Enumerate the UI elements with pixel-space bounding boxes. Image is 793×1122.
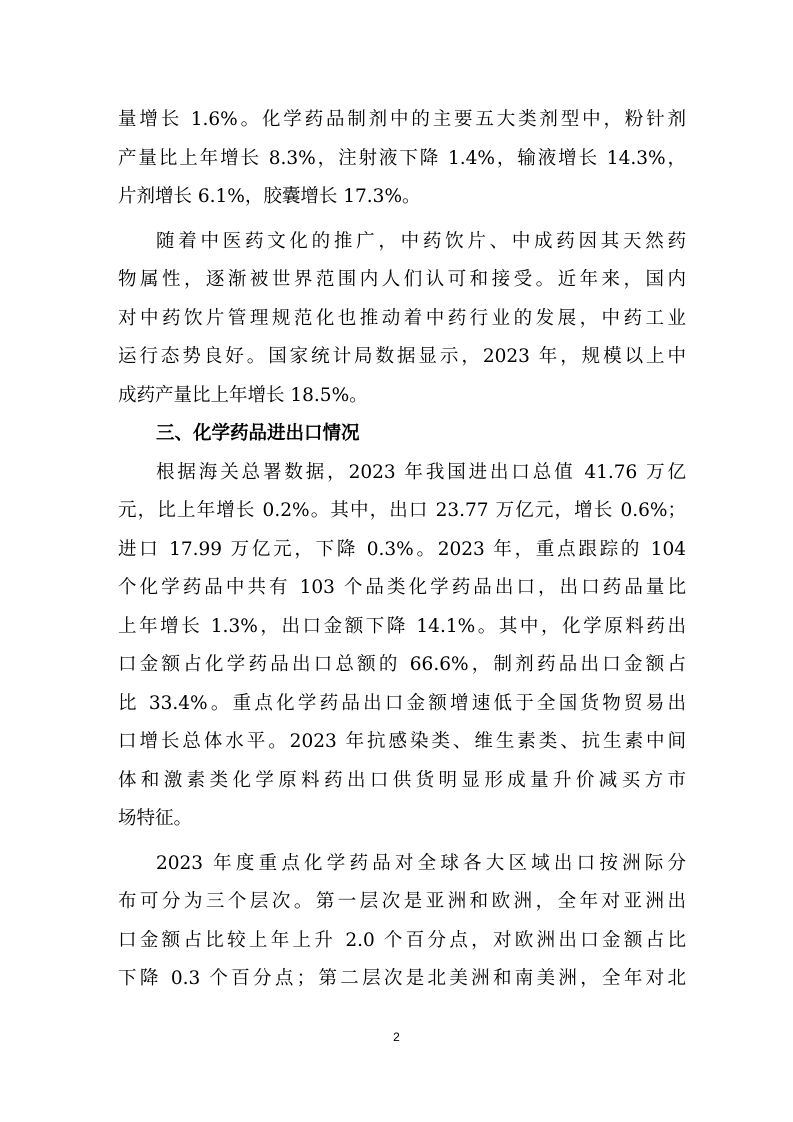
text-line: 产量比上年增长 8.3%，注射液下降 1.4%，输液增长 14.3%， — [118, 147, 686, 169]
text-line: 运行态势良好。国家统计局数据显示，2023 年，规模以上中 — [118, 346, 686, 367]
page-number: 2 — [393, 1030, 400, 1044]
text-line: 下降 0.3 个百分点；第二层次是北美洲和南美洲，全年对北 — [118, 968, 686, 989]
text-line: 布可分为三个层次。第一层次是亚洲和欧洲，全年对亚洲出 — [118, 891, 686, 912]
text-line: 片剂增长 6.1%，胶囊增长 17.3%。 — [118, 186, 421, 207]
text-line: 对中药饮片管理规范化也推动着中药行业的发展，中药工业 — [118, 307, 686, 329]
text-line: 成药产量比上年增长 18.5%。 — [118, 384, 368, 406]
text-line: 进口 17.99 万亿元，下降 0.3%。2023 年，重点跟踪的 104 — [118, 538, 686, 560]
document-body — [118, 101, 686, 999]
text-line: 口金额占比较上年上升 2.0 个百分点，对欧洲出口金额占比 — [118, 929, 686, 951]
text-line: 物属性，逐渐被世界范围内人们认可和接受。近年来，国内 — [118, 269, 686, 290]
text-line: 根据海关总署数据，2023 年我国进出口总值 41.76 万亿 — [156, 461, 686, 483]
text-line: 个化学药品中共有 103 个品类化学药品出口，出口药品量比 — [118, 577, 686, 598]
text-line: 口金额占化学药品出口总额的 66.6%，制剂药品出口金额占 — [118, 654, 686, 675]
text-line: 元，比上年增长 0.2%。其中，出口 23.77 万亿元，增长 0.6%； — [118, 500, 686, 521]
text-line: 场特征。 — [118, 808, 193, 829]
paragraph-3 — [118, 454, 686, 839]
section-heading: 三、化学药品进出口情况 — [156, 423, 360, 444]
text-line: 体和激素类化学原料药出口供货明显形成量升价减买方市 — [118, 769, 686, 791]
text-line: 2023 年度重点化学药品对全球各大区域出口按洲际分 — [156, 852, 686, 874]
text-line: 量增长 1.6%。化学药品制剂中的主要五大类剂型中，粉针剂 — [118, 109, 686, 130]
text-line: 比 33.4%。重点化学药品出口金额增速低于全国货物贸易出 — [118, 692, 686, 714]
paragraph-1 — [118, 101, 686, 217]
paragraph-4 — [118, 845, 686, 999]
text-line: 随着中医药文化的推广，中药饮片、中成药因其天然药 — [156, 230, 686, 252]
text-line: 口增长总体水平。2023 年抗感染类、维生素类、抗生素中间 — [118, 731, 686, 752]
paragraph-2 — [118, 223, 686, 416]
text-line: 上年增长 1.3%，出口金额下降 14.1%。其中，化学原料药出 — [118, 615, 686, 637]
